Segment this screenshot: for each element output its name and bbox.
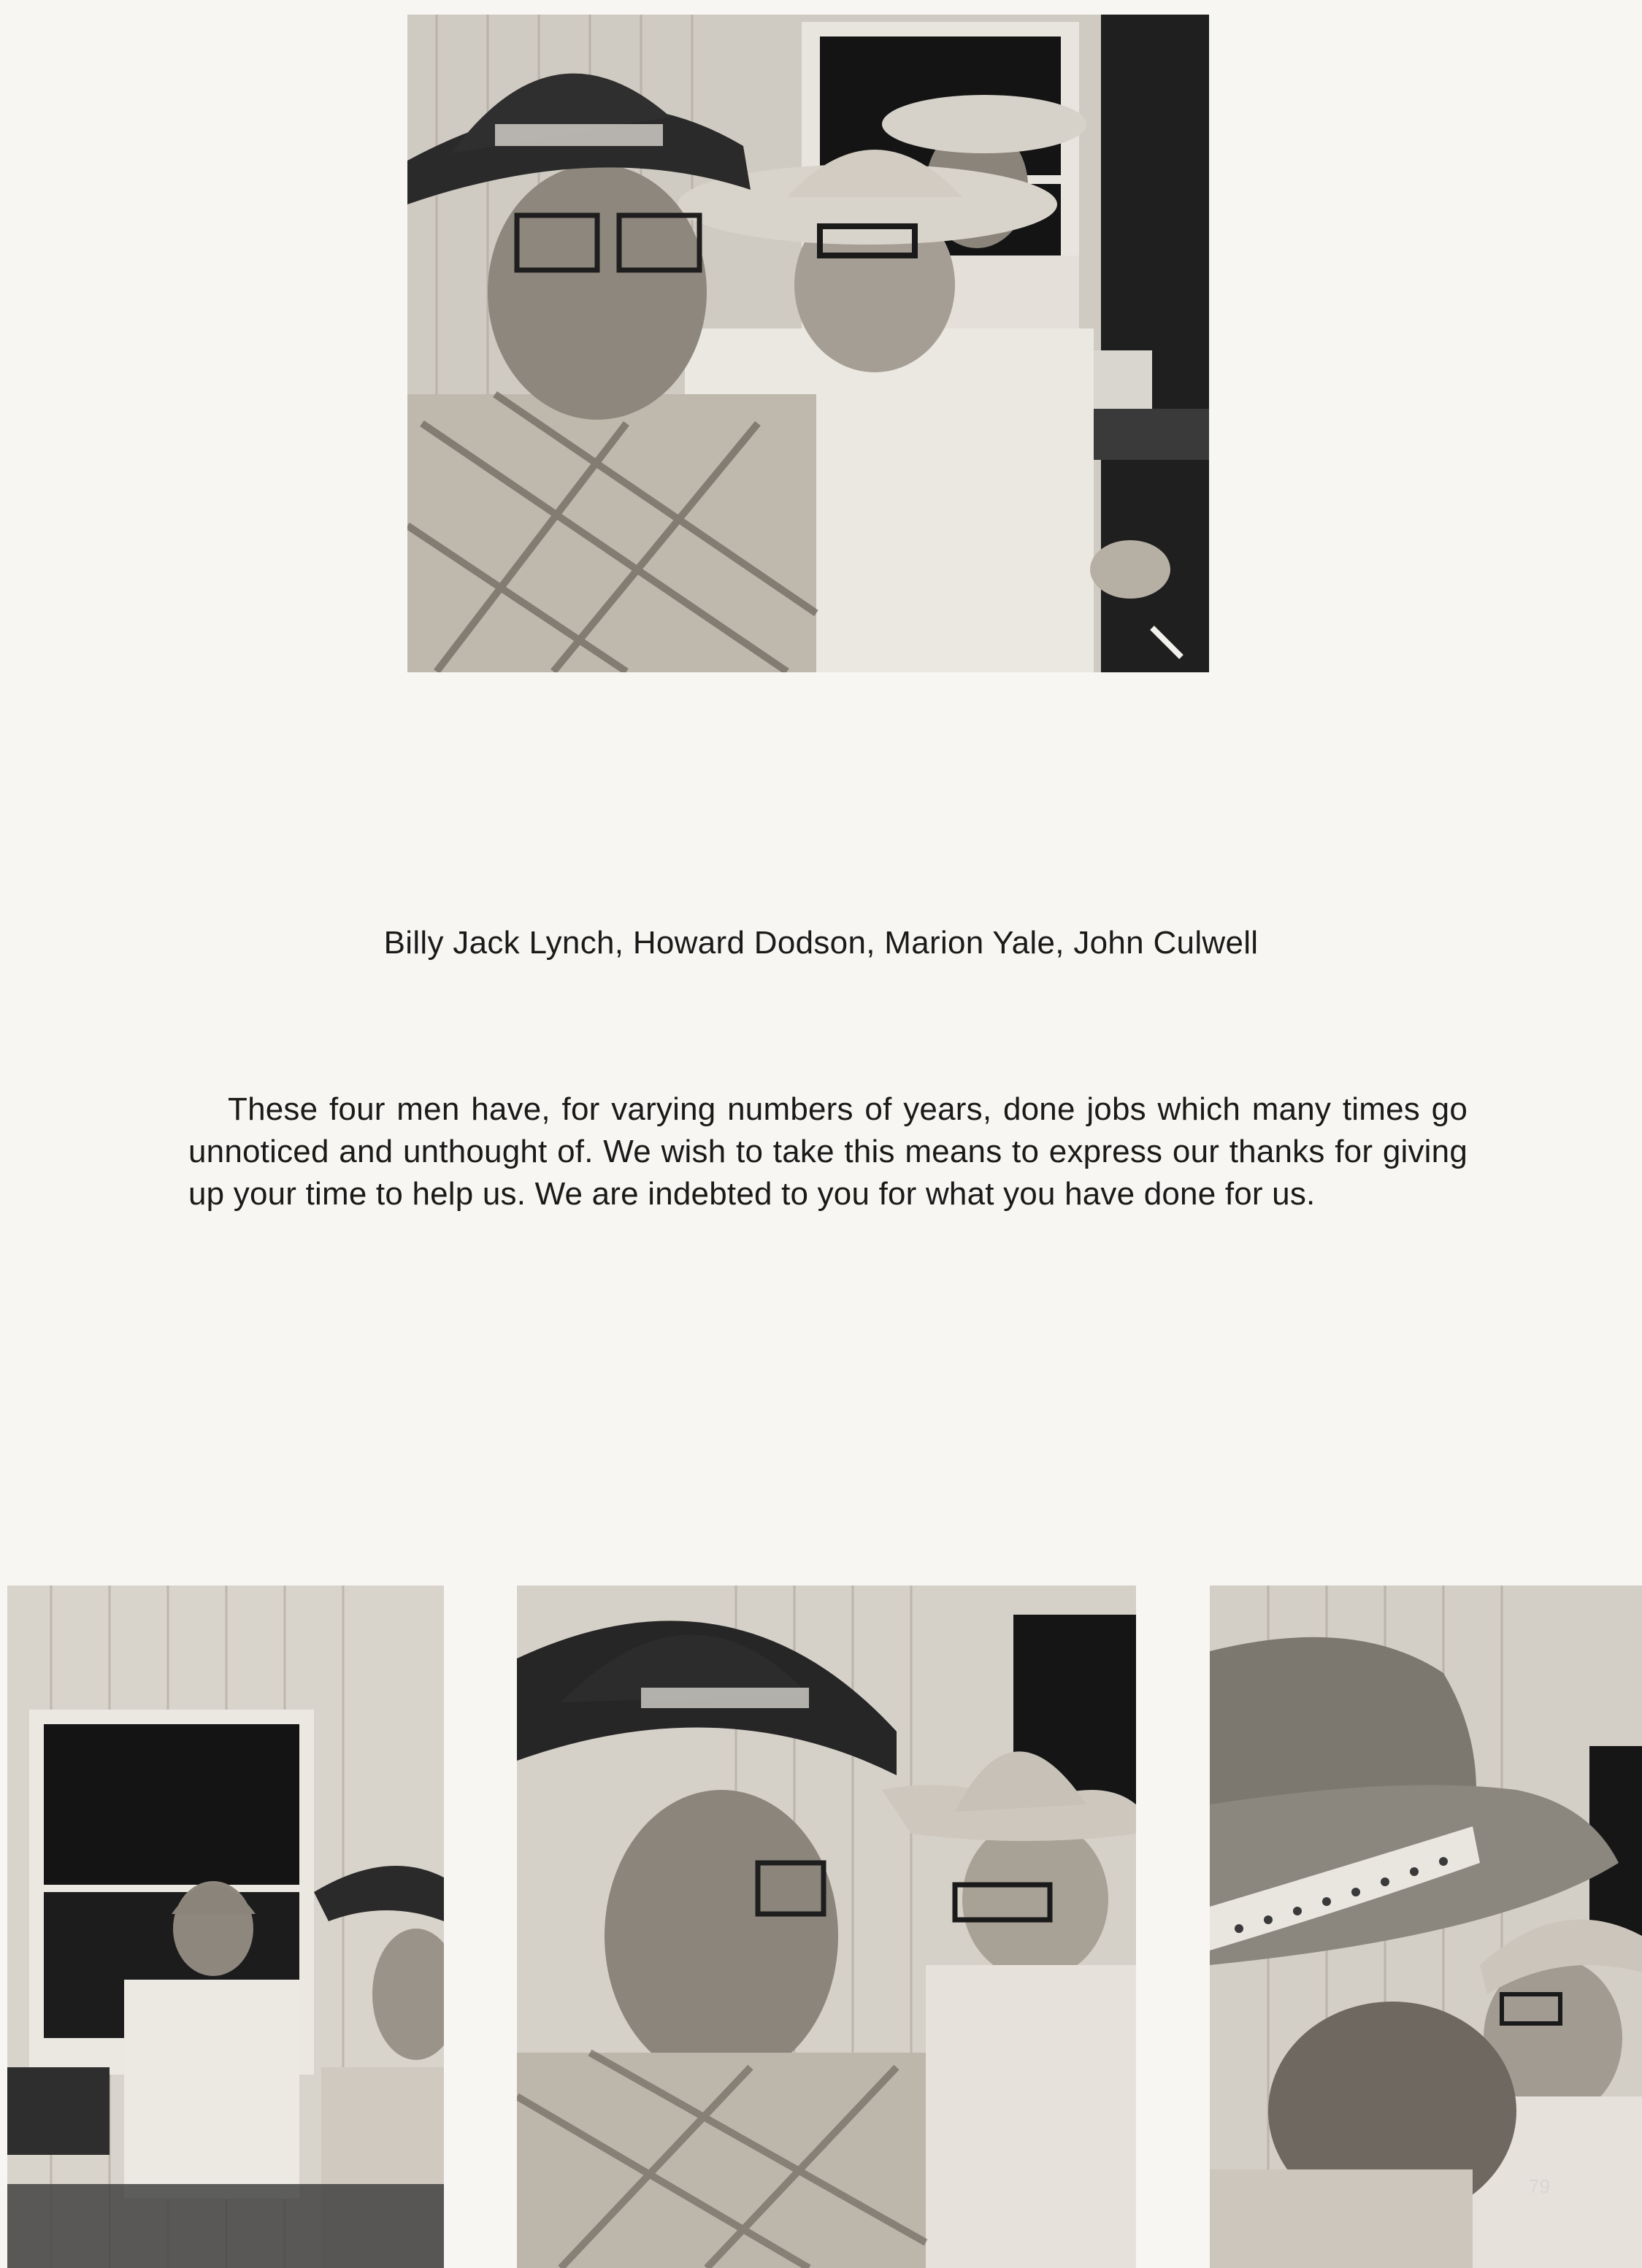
photo-two-men-in-cowboy-hats — [517, 1585, 1136, 2268]
photo-cowboy-hat-closeup — [1210, 1585, 1642, 2268]
photo-caption: Billy Jack Lynch, Howard Dodson, Marion Yale, John Culwell — [383, 925, 1259, 961]
tribute-paragraph: These four men have, for varying numbers of years, done jobs which many times go unnoticed and unthought of. We wish to take this means to express our thanks for giving up your time to help us. We are indebted to you for what you have done for us. — [188, 1091, 1468, 1212]
page-number: 79 — [1529, 2175, 1550, 2197]
group-photo — [407, 15, 1209, 672]
photo-men-by-window — [7, 1585, 444, 2268]
